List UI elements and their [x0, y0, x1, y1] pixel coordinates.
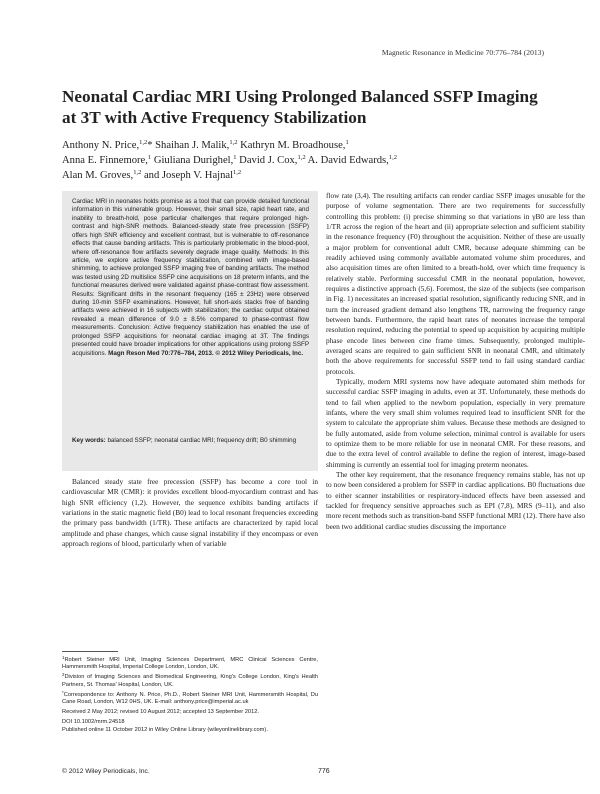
footnote-text: Robert Steiner MRI Unit, Imaging Sciences Department, MRC Clinical Sciences Centre, Hammersmith Hospital, Imperial College London, London, UK. — [62, 657, 318, 671]
affiliation-footnote — [62, 657, 318, 671]
footnote-marker: 2 — [62, 672, 65, 678]
abstract-text — [72, 198, 309, 358]
keywords-text: balanced SSFP; neonatal cardiac MRI; frequency drift; B0 shimming — [105, 437, 297, 444]
correspondence-footnote — [62, 689, 318, 706]
author-name: Giuliana Durighel, — [151, 155, 234, 166]
affiliation-marker: 1,2 — [233, 169, 242, 176]
footnote-rule — [62, 651, 118, 652]
left-column-body — [62, 477, 318, 549]
affiliation-marker: 1 — [147, 154, 152, 161]
body-paragraph: Balanced steady state free precession (SSFP) has become a core tool in cardiovascular MR (CMR): it provides excellent blood-myocardium contrast and has high SNR efficiency (1,2). However, the sequence exhibits banding artifacts if variations in the static magnetic field (B0) lead to local resonant frequencies exceeding the primary pass bandwidth (1/TR). These artifacts are characterized by rapid local amplitude and phase changes, which cause signal instability if they encompass or even approach regions of blood, particularly when of variable — [62, 477, 318, 548]
author-line-1 — [62, 138, 542, 153]
abstract-citation: Magn Reson Med 70:776–784, 2013. © 2012 Wiley Periodicals, Inc. — [108, 349, 304, 357]
keywords-label: Key words: — [72, 437, 106, 444]
page-number: 776 — [318, 768, 330, 775]
author-name: A. David Edwards, — [305, 155, 389, 166]
author-name: Alan M. Groves, — [62, 170, 134, 181]
published-online: Published online 11 October 2012 in Wiley Online Library (wileyonlinelibrary.com). — [62, 726, 268, 733]
received-dates: Received 2 May 2012; revised 10 August 2012; accepted 13 September 2012. — [62, 709, 259, 716]
author-line-2 — [62, 153, 542, 168]
body-paragraph: The other key requirement, that the resonance frequency remains stable, has not up to now been considered a problem for SSFP in cardiac applications. B0 fluctuations due to either scanner instabilities or respiratory-induced effects have been assessed and tackled for frequency sensitive approaches such as EPI (7,8), MRS (9–11), and also more recent methods such as transition-band SSFP functional MRI (12). There have also been two additional cardiac studies discussing the importance — [326, 469, 585, 531]
author-name: and Joseph V. Hajnal — [141, 170, 234, 181]
footnote-text: Division of Imaging Sciences and Biomedical Engineering, King's College London, King's Health Partners, St. Thomas' Hospital, London, UK. — [62, 674, 318, 688]
affiliation-marker: 1,2 — [388, 154, 397, 161]
article-title: Neonatal Cardiac MRI Using Prolonged Balanced SSFP Imaging at 3T with Active Frequency Stabilization — [62, 87, 538, 127]
keywords — [72, 437, 309, 445]
affiliation-marker: 1,2 — [229, 139, 238, 146]
affiliation-marker: 1 — [345, 139, 349, 146]
body-paragraph: Typically, modern MRI systems now have adequate automated shim methods for successful cardiac SSFP imaging in adults, even at 3T. Unfortunately, these methods do tend to fail when applied to the newborn population, especially in very premature infants, where the very small shim volumes required lead to insufficient SNR for the system to calculate the appropriate shim values. Because these methods are designed to be fully automated, aside from volume selection, minimal control is available for users to optimize them to be more reliable for use in neonatal CMR. For these reasons, and due to the extra level of control available to define the region of interest, image-based shimming is currently an essential tool for imaging preterm neonates. — [326, 376, 585, 469]
author-name: David J. Cox, — [236, 155, 298, 166]
affiliation-marker: 1,2 — [139, 139, 148, 146]
affiliation-footnote — [62, 674, 318, 688]
body-paragraph: flow rate (3,4). The resulting artifacts can render cardiac SSFP images unusable for the purpose of volume segmentation. There are two requirements for successfully controlling this problem: (i) precise shimming so that variations in γB0 are less than 1/TR across the region of the heart and (ii) appropriate selection and sufficient stability in the resonance frequency (F0) throughout the acquisition. Neither of these are usually a major problem for conventional adult CMR, because adequate shimming can be readily achieved using commonly available automated volume shim procedures, and also acquisition times are often limited to a breath-hold, over which time frequency is relatively stable. Performing successful CMR in the neonatal population, however, requires a distinctive approach (5,6). Foremost, the size of the subjects (see comparison in Fig. 1) necessitates an increased spatial resolution, significantly reducing SNR, and in turn the increased gradient demand also lengthens TR, narrowing the frequency range between bands. Furthermore, the rapid heart rates of neonates increase the temporal resolution required, reducing the potential to speed up acquisition by acquiring multiple phase encode lines between cine frame times. Subsequently, prolonged multiple-averaged scans are required to gain sufficient SNR in neonatal CMR, and ultimately both the above requirements for successful SSFP tend to fail using standard cardiac protocols. — [326, 191, 585, 376]
affiliation-marker: 1,2 — [297, 154, 306, 161]
doi: DOI 10.1002/mrm.24518 — [62, 719, 125, 726]
affiliation-marker: 1,2 — [133, 169, 142, 176]
author-name: * Shaihan J. Malik, — [147, 140, 230, 151]
footnote-text: Correspondence to: Anthony N. Price, Ph.D., Robert Steiner MRI Unit, Hammersmith Hospital, Du Cane Road, London, W12 0HS, UK. E-mail: anthony.price@imperial.ac.uk — [62, 691, 318, 706]
footnote-marker: * — [62, 689, 64, 695]
right-column-body — [326, 191, 585, 532]
abstract-body: Cardiac MRI in neonates holds promise as a tool that can provide detailed functional information in this vulnerable group. However, their small size, rapid heart rate, and inability to breath-hold, pose particular challenges that require prolonged high-contrast and high-SNR methods. Balanced-steady state free precession (SSFP) offers high SNR efficiency and excellent contrast, but is vulnerable to off-resonance effects that cause banding artifacts. This is particularly problematic in the blood-pool, where off-resonance flow artifacts severely degrade image quality. Methods: In this article, we explore active frequency stabilization, combined with image-based shimming, to achieve prolonged SSFP imaging free of banding artifacts. The method was tested using 2D multislice SSFP cine acquisitions on 18 preterm infants, and the functional measures derived were validated against phase-contrast flow assessment. Results: Significant drifts in the resonant frequency (165 ± 23Hz) were observed during 10-min SSFP examinations. However, full short-axis stacks free of banding artifacts were achieved in 16 subjects with stabilization; the cardiac output obtained revealed a mean difference of 9.0 ± 8.5% compared to phase-contrast flow measurements. Conclusion: Active frequency stabilization has enabled the use of prolonged SSFP acquisitions for neonatal cardiac imaging at 3T. The findings presented could have broader implications for other applications using prolong SSFP acquisitions. — [72, 198, 309, 357]
author-name: Kathryn M. Broadhouse, — [237, 140, 346, 151]
author-line-3 — [62, 168, 542, 183]
journal-header: Magnetic Resonance in Medicine 70:776–784 (2013) — [381, 48, 544, 57]
copyright: © 2012 Wiley Periodicals, Inc. — [62, 768, 150, 775]
author-list — [62, 138, 542, 183]
author-name: Anna E. Finnemore, — [62, 155, 148, 166]
footnotes — [62, 657, 318, 737]
footnote-marker: 1 — [62, 655, 65, 660]
affiliation-marker: 1 — [233, 154, 237, 161]
author-name: Anthony N. Price, — [62, 140, 140, 151]
